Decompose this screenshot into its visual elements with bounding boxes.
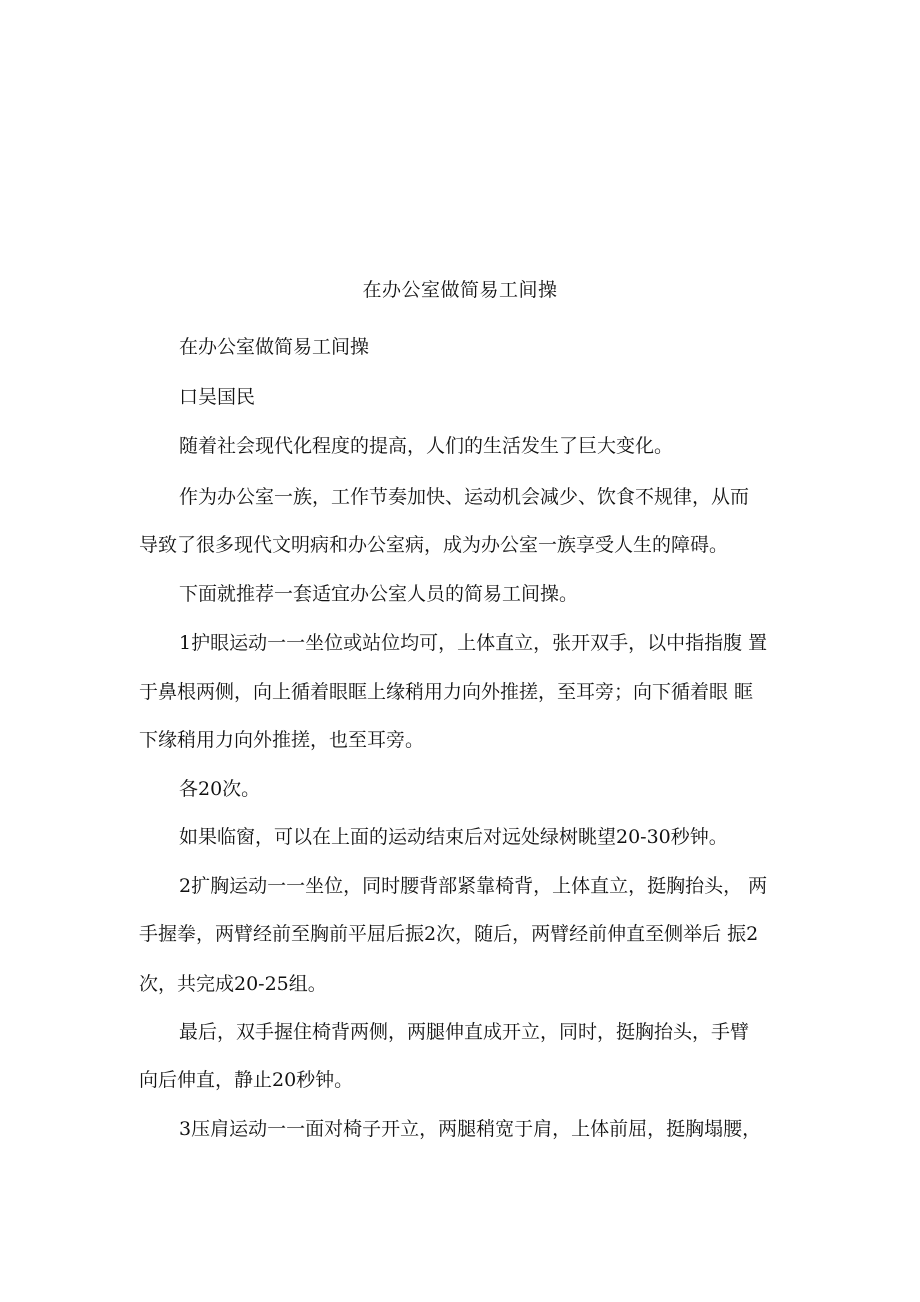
paragraph-line: 2扩胸运动一一坐位，同时腰背部紧靠椅背，上体直立，挺胸抬头， 两 — [179, 875, 768, 897]
paragraph-line: 如果临窗，可以在上面的运动结束后对远处绿树眺望20-30秒钟。 — [179, 826, 728, 848]
paragraph-line: 作为办公室一族，工作节奏加快、运动机会减少、饮食不规律，从而 — [179, 486, 750, 508]
paragraph-line: 次，共完成20-25组。 — [139, 973, 327, 995]
author-line: 口吴国民 — [179, 386, 256, 408]
paragraph-line: 下缘稍用力向外推搓，也至耳旁。 — [139, 729, 425, 751]
paragraph-line: 各20次。 — [179, 778, 261, 800]
paragraph-line: 向后伸直，静止20秒钟。 — [139, 1069, 354, 1091]
paragraph-line: 最后，双手握住椅背两侧，两腿伸直成开立，同时，挺胸抬头，手臂 — [179, 1021, 750, 1043]
paragraph-line: 1护眼运动一一坐位或站位均可，上体直立，张开双手，以中指指腹 置 — [179, 632, 768, 654]
document-title: 在办公室做简易工间操 — [362, 279, 558, 301]
article-heading: 在办公室做简易工间操 — [179, 336, 370, 358]
paragraph-line: 3压肩运动一一面对椅子开立，两腿稍宽于肩，上体前屈，挺胸塌腰， — [179, 1118, 762, 1140]
paragraph-line: 下面就推荐一套适宜办公室人员的简易工间操。 — [179, 583, 579, 605]
paragraph-line: 导致了很多现代文明病和办公室病，成为办公室一族享受人生的障碍。 — [139, 534, 729, 556]
paragraph-line: 于鼻根两侧，向上循着眼眶上缘稍用力向外推搓，至耳旁；向下循着眼 眶 — [139, 681, 754, 703]
paragraph-line: 手握拳，两臂经前至胸前平屈后振2次，随后，两臂经前伸直至侧举后 振2 — [139, 923, 759, 945]
paragraph-line: 随着社会现代化程度的提高，人们的生活发生了巨大变化。 — [179, 435, 674, 457]
